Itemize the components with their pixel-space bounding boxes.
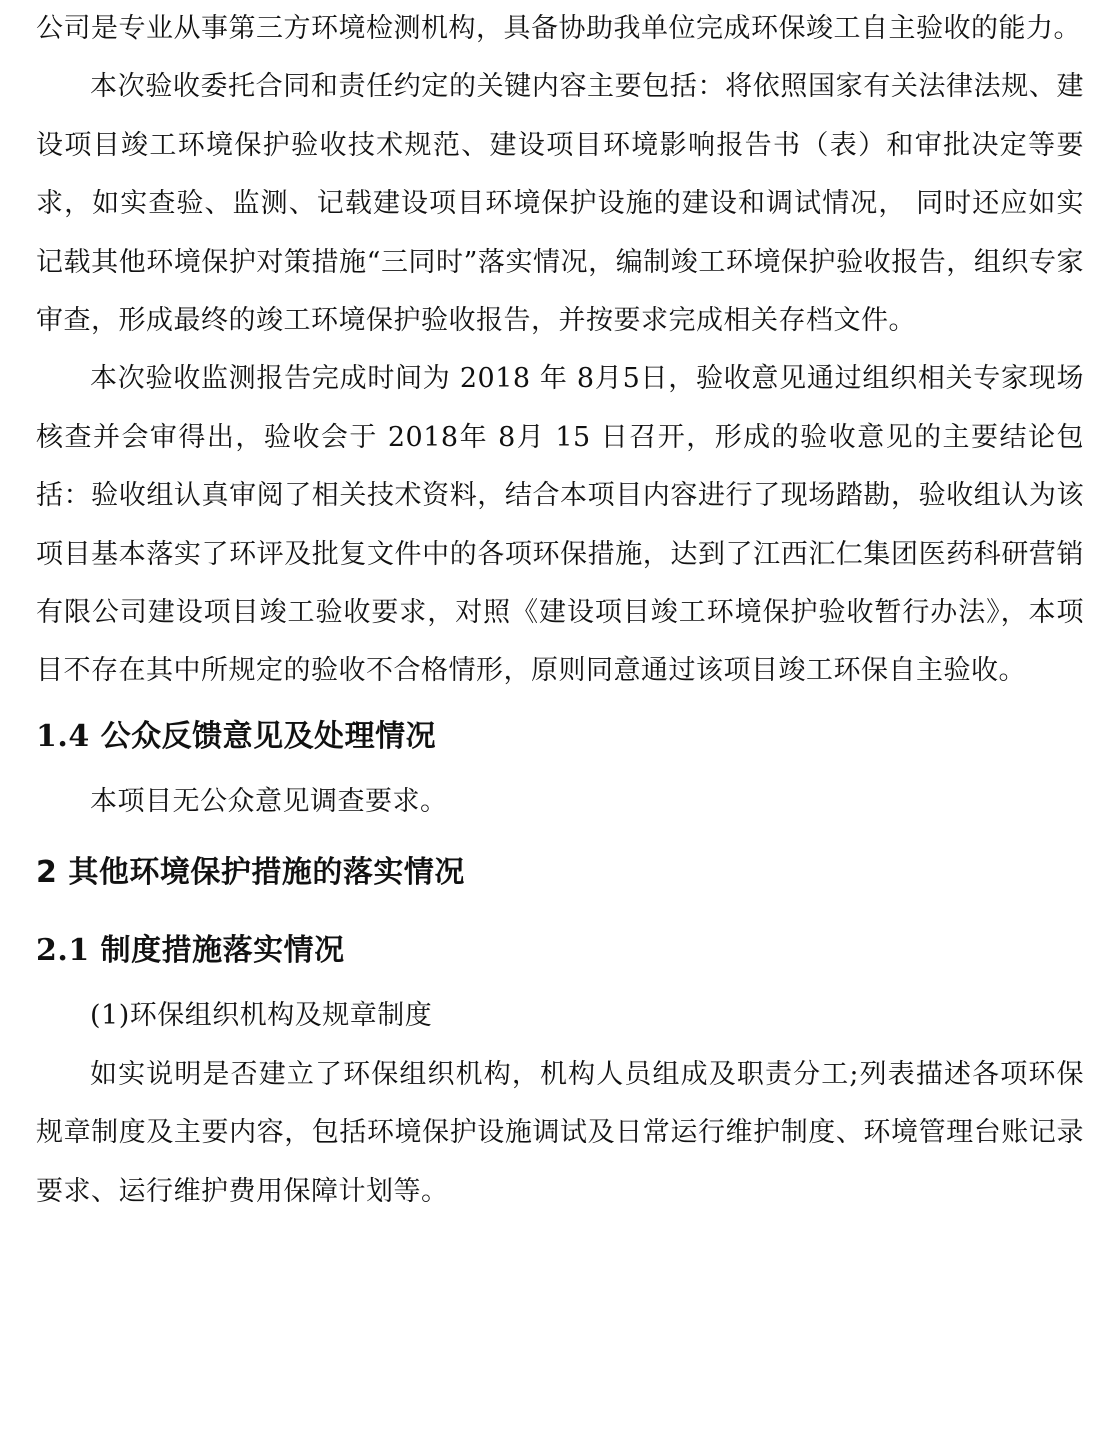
paragraph-contract-content: 本次验收委托合同和责任约定的关键内容主要包括：将依照国家有关法律法规、建设项目竣工环境保护验收技术规范、建设项目环境影响报告书（表）和审批决定等要求，如实查验、监测、记载建设项目环境保护设施的建设和调试情况， 同时还应如实记载其他环境保护对策措施“三同时”落实情况，编制竣工环境保护验收报告，组织专家审查，形成最终的竣工环境保护验收报告，并按要求完成相关存档文件。 [36, 71, 1084, 337]
heading-2: 2 其他环境保护措施的落实情况 [36, 855, 465, 891]
heading-1-4: 1.4 公众反馈意见及处理情况 [36, 718, 437, 754]
paragraph-capability: 公司是专业从事第三方环境检测机构，具备协助我单位完成环保竣工自主验收的能力。 [36, 13, 1081, 44]
paragraph-public-feedback: 本项目无公众意见调查要求。 [90, 785, 448, 817]
document-page [36, 0, 1084, 1221]
paragraph-org-description: 如实说明是否建立了环保组织机构，机构人员组成及职责分工;列表描述各项环保规章制度及主要内容，包括环境保护设施调试及日常运行维护制度、环境管理台账记录要求、运行维护费用保障计划等。 [36, 1058, 1084, 1207]
list-item-org-rules: (1)环保组织机构及规章制度 [90, 1000, 433, 1032]
heading-2-1: 2.1 制度措施落实情况 [36, 933, 345, 969]
paragraph-acceptance-conclusion: 本次验收监测报告完成时间为 2018 年 8月5日，验收意见通过组织相关专家现场核查并会审得出，验收会于 2018年 8月 15 日召开，形成的验收意见的主要结论包括：验收组认真审阅了相关技术资料，结合本项目内容进行了现场踏勘，验收组认为该项目基本落实了环评及批复文件中的各项环保措施，达到了江西汇仁集团医药科研营销有限公司建设项目竣工验收要求，对照《建设项目竣工环境保护验收暂行办法》，本项目不存在其中所规定的验收不合格情形，原则同意通过该项目竣工环保自主验收。 [36, 363, 1084, 687]
